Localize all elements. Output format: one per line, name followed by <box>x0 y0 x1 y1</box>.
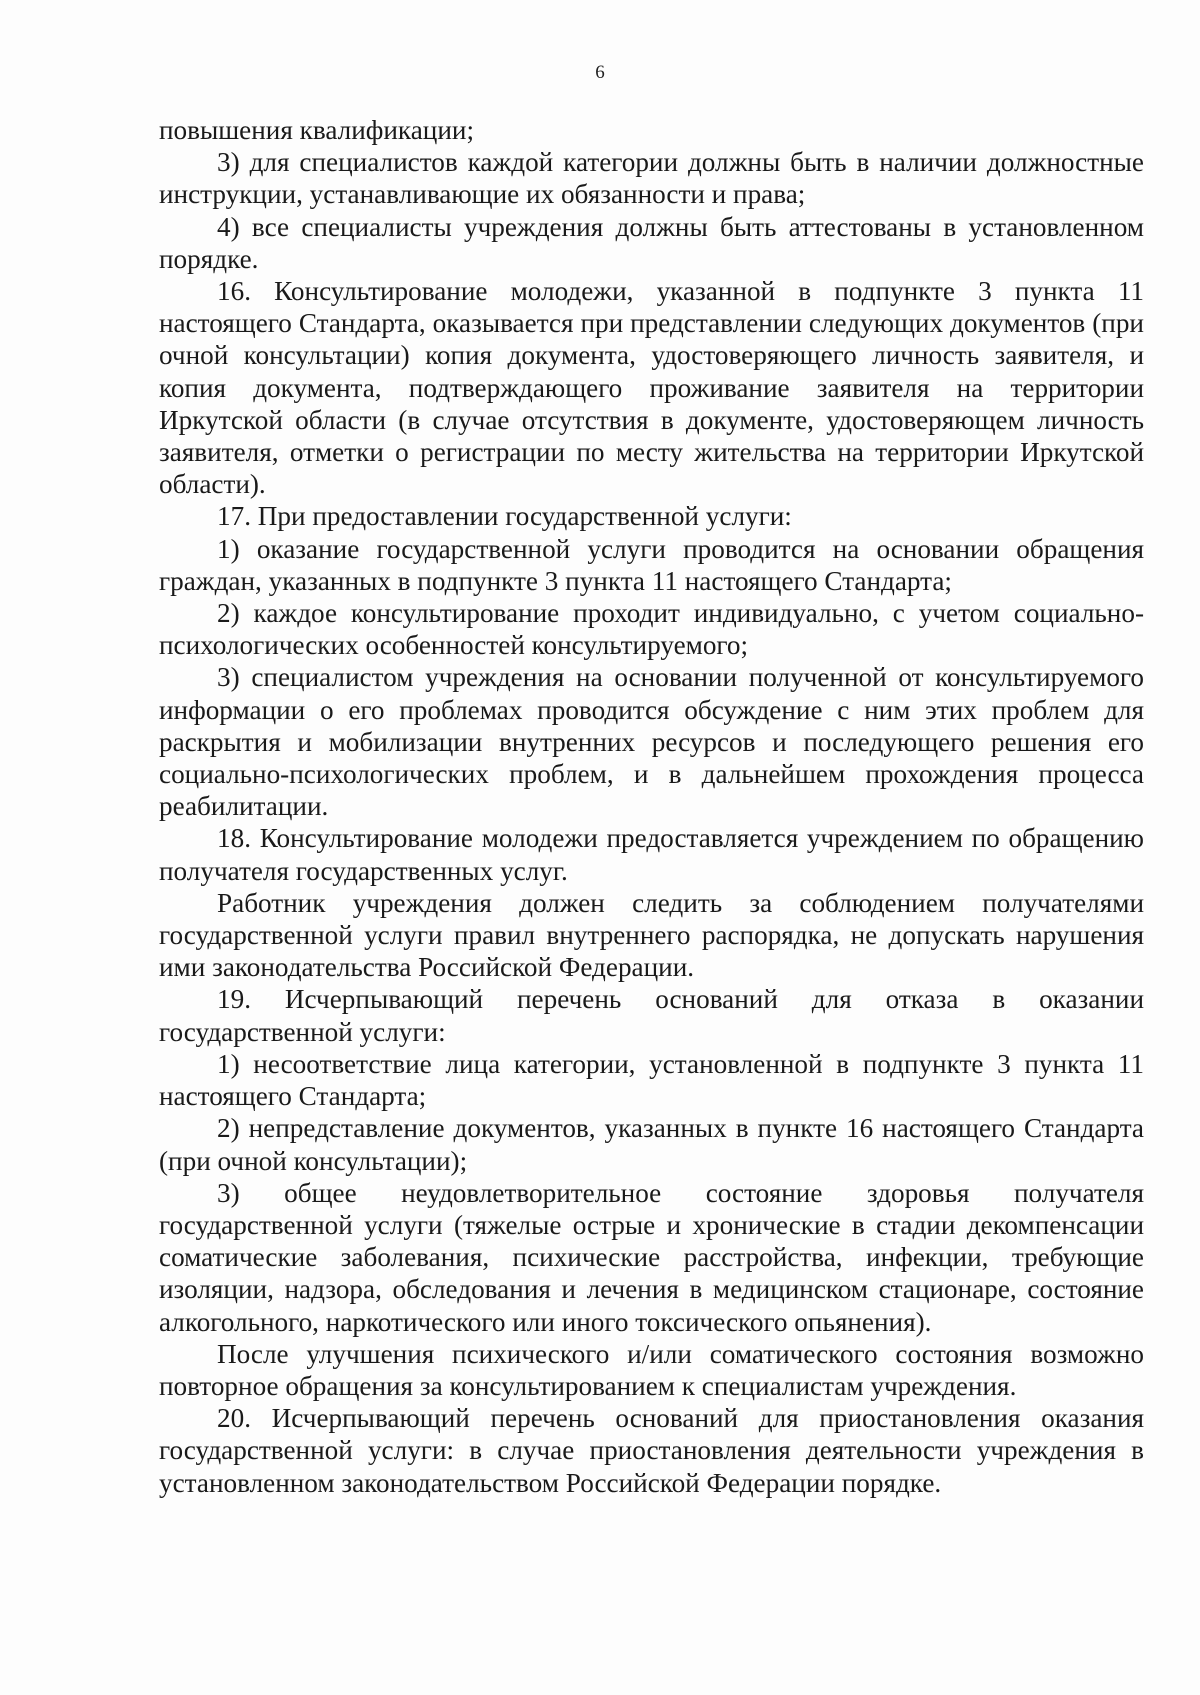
document-body <box>159 114 1144 1499</box>
paragraph-17-item-3: 3) специалистом учреждения на основании полученной от консультируемого информации о его проблемах проводится обсуждение с ним этих проблем для раскрытия и мобилизации внутренних ресурсов и последующего решения его социально-психологических проблем, и в дальнейшем прохождения процесса реабилитации. <box>159 662 1144 822</box>
paragraph-section-17: 17. При предоставлении государственной услуги: <box>217 501 792 532</box>
paragraph-19-item-3: 3) общее неудовлетворительное состояние здоровья получателя государственной услуги (тяжелые острые и хронические в стадии декомпенсации соматические заболевания, психические расстройства, инфекции, требующие изоляции, надзора, обследования и лечения в медицинском стационаре, состояние алкогольного, наркотического или иного токсического опьянения). <box>159 1177 1144 1337</box>
paragraph-section-16: 16. Консультирование молодежи, указанной в подпункте 3 пункта 11 настоящего Стандарта, оказывается при представлении следующих документов (при очной консультации) копия документа, удостоверяющего личность заявителя, и копия документа, подтверждающего проживание заявителя на территории Иркутской области (в случае отсутствия в документе, удостоверяющем личность заявителя, отметки о регистрации по месту жительства на территории Иркутской области). <box>159 276 1144 500</box>
paragraph-employee-duties: Работник учреждения должен следить за соблюдением получателями государственной услуги правил внутреннего распорядка, не допускать нарушения ими законодательства Российской Федерации. <box>159 887 1144 983</box>
page-number: 6 <box>595 62 605 83</box>
paragraph-19-item-1: 1) несоответствие лица категории, установленной в подпункте 3 пункта 11 настоящего Стандарта; <box>159 1048 1144 1112</box>
paragraph-continuation: повышения квалификации; <box>159 115 474 145</box>
paragraph-17-item-1: 1) оказание государственной услуги проводится на основании обращения граждан, указанных в подпункте 3 пункта 11 настоящего Стандарта; <box>159 533 1144 596</box>
paragraph-17-item-2: 2) каждое консультирование проходит индивидуально, с учетом социально-психологических особенностей консультируемого; <box>159 598 1144 661</box>
paragraph-19-item-2: 2) непредставление документов, указанных в пункте 16 настоящего Стандарта (при очной консультации); <box>159 1113 1144 1176</box>
paragraph-item-3-job-instructions: 3) для специалистов каждой категории должны быть в наличии должностные инструкции, устанавливающие их обязанности и права; <box>159 147 1144 210</box>
paragraph-section-18: 18. Консультирование молодежи предоставляется учреждением по обращению получателя государственных услуг. <box>159 823 1144 886</box>
paragraph-section-19: 19. Исчерпывающий перечень оснований для отказа в оказании государственной услуги: <box>159 984 1144 1047</box>
paragraph-repeat-request: После улучшения психического и/или соматического состояния возможно повторное обращения за консультированием к специалистам учреждения. <box>159 1338 1144 1401</box>
paragraph-item-4-attestation: 4) все специалисты учреждения должны быть аттестованы в установленном порядке. <box>159 211 1144 274</box>
paragraph-section-20: 20. Исчерпывающий перечень оснований для приостановления оказания государственной услуги: в случае приостановления деятельности учреждения в установленном законодательством Российской Федерации порядке. <box>159 1403 1144 1498</box>
